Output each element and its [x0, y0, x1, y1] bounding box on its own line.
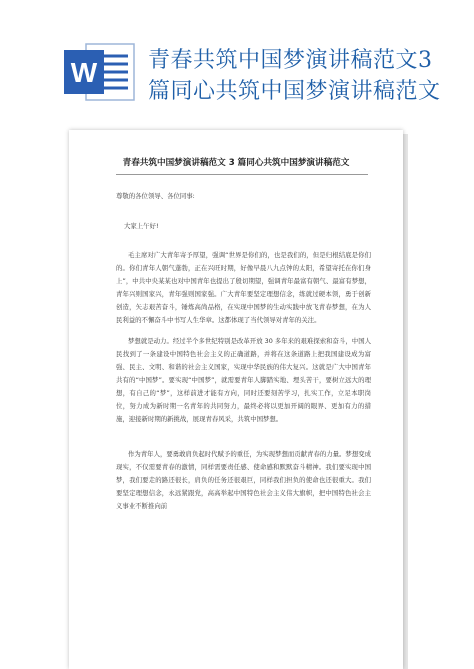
greeting: 大家上午好!: [124, 222, 159, 230]
title-divider: [116, 174, 368, 175]
document-title: 青春共筑中国梦演讲稿范文 3 篇同心共筑中国梦演讲稿范文: [122, 158, 350, 168]
banner-title-line-2: 篇同心共筑中国梦演讲稿范文: [148, 79, 441, 104]
paragraph-2: 梦想就是动力。经过半个多世纪特别是改革开放 30 多年来的艰难探索和奋斗，中国人民找到了一条建设中国特色社会主义的正确道路，并将在这条道路上把我国建设成为富强、民主、文明、和谐的社会主义国家，实现中华民族的伟大复兴。这就是广大中国青年共有的“中国梦”。要实现“中国梦”，就需要青年人脚踏实地、埋头苦干，要树立远大的理想，有自己的“梦”，这样前进才能有方向，同时还要刻苦学习，扎实工作，立足本职岗位，努力成为新时期一名青年的共同努力，最终必将以更加开阔的眼界、更加有力的措施，迎接新时期的新挑战，展现青春风采，共筑中国梦想。: [116, 337, 371, 423]
document-page: [69, 130, 403, 669]
logo-letter: W: [70, 57, 98, 88]
banner: [0, 0, 474, 130]
paragraph-1: 毛主席对广大青年寄予厚望，强调“世界是你们的，也是我们的，但是归根结底是你们的。你们青年人朝气蓬勃，正在兴旺时期，好像早晨八九点钟的太阳，希望寄托在你们身上”，中共中央某某也对中国青年也提出了殷切期望，强调青年最富有朝气、最富有梦想，青年兴则国家兴，青年强则国家强。广大青年要坚定理想信念，练就过硬本领，勇于创新创造，矢志艰苦奋斗，锤炼高尚品格，在实现中国梦的生动实践中放飞青春梦想，在为人民利益的不懈奋斗中书写人生华章。这都体现了当代领导对青年的关注。: [116, 251, 371, 324]
paragraph-3: 作为青年人，要勇敢肩负起时代赋予的重任，为实现梦想而贡献青春的力量。梦想变成现实，不仅需要青春的激情，同样需要责任感、使命感和默默奋斗精神。我们要实现中国梦，我们要走的路还很长，肩负的任务还很艰巨，同样我们担负的使命也还很重大。我们要坚定理想信念，永远紧跟党，高高举起中国特色社会主义伟大旗帜，把中国特色社会主义事业不断推向前: [116, 450, 371, 510]
banner-title-line-1: 青春共筑中国梦演讲稿范文3: [148, 48, 433, 73]
salutation: 尊敬的各位领导、各位同事:: [116, 192, 195, 200]
word-document-icon: [62, 40, 136, 104]
